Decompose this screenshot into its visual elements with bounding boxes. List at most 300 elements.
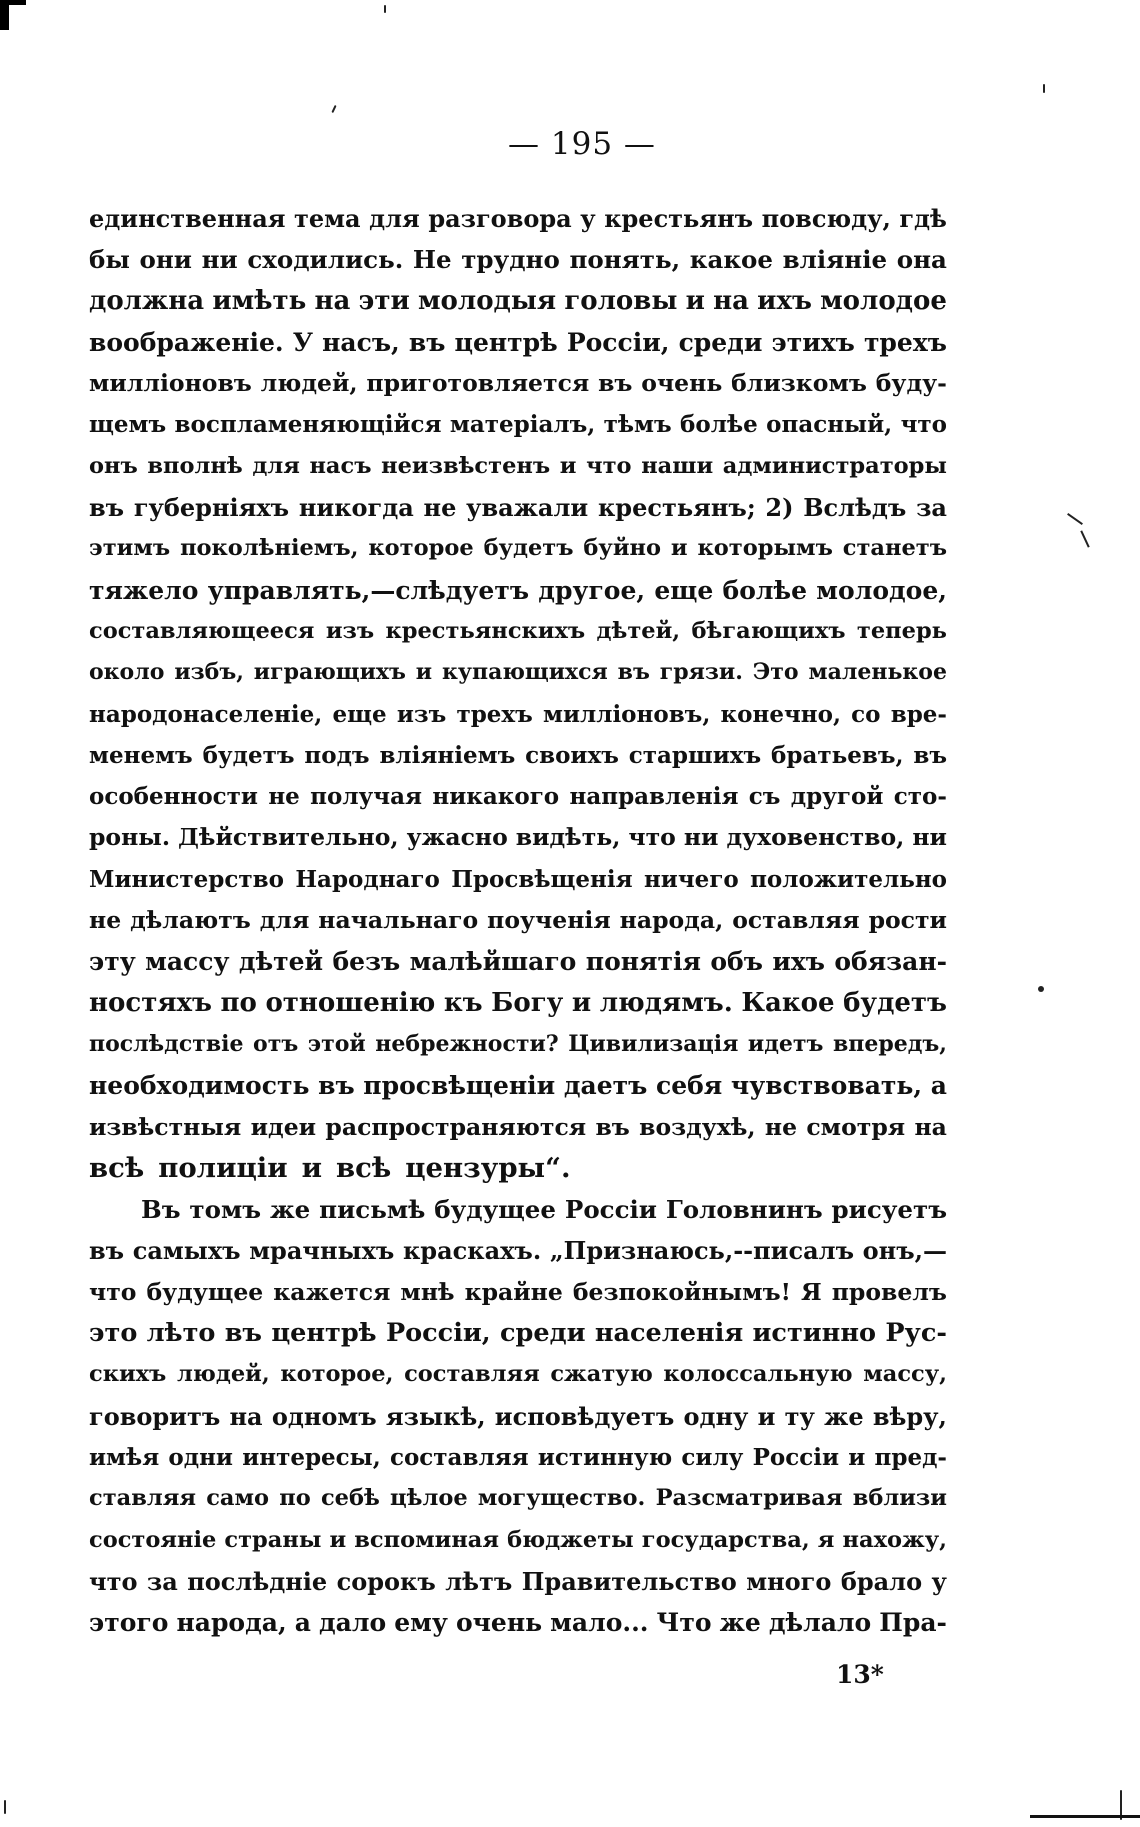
word: сходились.: [247, 245, 404, 275]
word: Россіи: [752, 1443, 840, 1471]
word: вспоминая: [354, 1526, 499, 1553]
word: скихъ: [89, 1361, 167, 1388]
word: тема: [294, 204, 361, 233]
word: сжатую: [550, 1361, 653, 1388]
word: Вслѣдъ: [803, 493, 907, 523]
word: идетъ: [747, 1030, 824, 1057]
word: колоссальную: [663, 1361, 853, 1388]
text-line: [89, 1437, 947, 1478]
word: очень: [455, 1608, 543, 1638]
word: въ: [913, 741, 947, 769]
word: истинно: [752, 1318, 876, 1349]
text-line: [89, 1065, 947, 1106]
word: Въ: [141, 1195, 181, 1225]
scan-speck: [1043, 84, 1045, 93]
word: молодое,: [816, 575, 947, 605]
word: на: [314, 285, 351, 316]
word: среди: [500, 1318, 586, 1349]
word: какое: [689, 245, 773, 275]
word: томъ: [189, 1195, 262, 1225]
word: еще: [654, 575, 714, 605]
word: духовенство,: [726, 823, 905, 852]
word: дѣтей: [238, 947, 324, 977]
word: и: [571, 987, 592, 1018]
word: что: [900, 411, 947, 439]
word: Россіи,: [385, 1318, 491, 1349]
word: бѣгающихъ: [691, 617, 846, 644]
word: для: [259, 906, 310, 935]
word: воздухѣ,: [639, 1112, 756, 1141]
word: пред-: [874, 1443, 947, 1471]
word: ихъ: [772, 947, 825, 977]
word: понятія: [585, 947, 701, 977]
text-line: [89, 198, 947, 239]
word: разговора: [428, 204, 572, 233]
word: Цивилизація: [568, 1030, 739, 1057]
word: по: [220, 987, 257, 1018]
word: трудно: [461, 245, 560, 275]
word: не: [423, 493, 457, 523]
word: говоритъ: [89, 1401, 221, 1431]
text-line: [89, 859, 947, 900]
text-line: [89, 363, 947, 404]
word: съ: [748, 783, 781, 811]
word: видѣть,: [515, 823, 621, 852]
word: истинную: [537, 1443, 673, 1471]
word: роны.: [89, 823, 171, 852]
word: со: [851, 700, 881, 728]
word: дало: [319, 1608, 387, 1638]
pencil-stroke: [1067, 513, 1083, 525]
word: маленькое: [808, 659, 947, 686]
word: извѣстныя: [89, 1112, 242, 1141]
word: составляя: [404, 1361, 540, 1388]
word: вблизи: [852, 1485, 947, 1512]
word: объ: [710, 947, 763, 977]
word: послѣдніе: [187, 1566, 328, 1596]
word: никакого: [432, 783, 560, 811]
word: цензуры“.: [405, 1151, 571, 1184]
word: будущее: [434, 1195, 556, 1225]
word: станетъ: [842, 535, 947, 562]
word: самыхъ: [132, 1236, 241, 1266]
word: государства,: [641, 1526, 810, 1553]
word: въ: [408, 327, 446, 357]
text-line: [89, 446, 947, 487]
scan-corner-mark: [0, 0, 9, 30]
word: впередъ,: [832, 1030, 947, 1057]
word: близкомъ: [731, 369, 867, 398]
word: вре-: [890, 700, 947, 728]
word: распространяются: [325, 1112, 587, 1141]
word: среди: [678, 327, 763, 357]
word: что: [89, 1566, 138, 1596]
word: въ: [598, 369, 633, 398]
word: онъ: [89, 452, 138, 479]
scan-edge-rule: [1030, 1815, 1140, 1818]
word: и: [559, 452, 577, 479]
word: гдѣ: [899, 204, 947, 233]
word: управлять,—слѣдуетъ: [207, 575, 529, 605]
word: крестьянъ;: [597, 493, 756, 523]
word: единственная: [89, 204, 286, 233]
word: изъ: [325, 617, 375, 644]
word: въ: [89, 493, 125, 523]
word: и: [301, 1151, 323, 1184]
word: болѣе: [722, 575, 807, 605]
text-line: [89, 1396, 947, 1437]
word: другой: [790, 783, 884, 811]
word: и: [757, 1401, 776, 1431]
word: тяжело: [89, 575, 199, 605]
word: у: [931, 1566, 947, 1596]
word: нахожу,: [842, 1526, 947, 1553]
word: одномъ: [271, 1401, 377, 1431]
word: ностяхъ: [89, 987, 212, 1018]
word: повсюду,: [761, 204, 891, 233]
word: народа,: [176, 1608, 287, 1638]
word: въ: [595, 1112, 630, 1141]
text-line: [89, 1189, 947, 1230]
word: цѣлое: [390, 1485, 468, 1512]
text-line: [89, 1148, 947, 1189]
word: даетъ: [563, 1071, 648, 1101]
word: для: [252, 452, 300, 479]
text-line: [89, 611, 947, 652]
word: крайне: [464, 1277, 563, 1306]
word: щемъ: [89, 411, 167, 439]
word: всѣ: [89, 1151, 145, 1184]
word: имѣя: [89, 1443, 160, 1471]
word: ему: [394, 1608, 448, 1638]
word: будетъ: [843, 987, 947, 1018]
word: вліяніе: [782, 245, 888, 275]
word: провелъ: [831, 1277, 947, 1306]
word: неизвѣстенъ: [381, 452, 551, 479]
word: безпокойнымъ!: [572, 1277, 791, 1306]
text-line: [89, 1602, 947, 1643]
word: рости: [868, 906, 947, 935]
word: людей,: [260, 369, 358, 398]
word: обязан-: [834, 947, 947, 977]
word: Не: [412, 245, 452, 275]
word: буду-: [875, 369, 947, 398]
word: милліоновъ: [89, 369, 252, 398]
word: а: [294, 1608, 311, 1638]
word: уважали: [466, 493, 589, 523]
word: отношенію: [265, 987, 436, 1018]
word: вполнѣ: [147, 452, 243, 479]
word: Я: [800, 1277, 822, 1306]
word: послѣдствіе: [89, 1030, 244, 1057]
text-line: [89, 322, 947, 363]
word: тѣмъ: [603, 411, 672, 439]
text-line: [89, 694, 947, 735]
scan-speck: [384, 5, 386, 13]
pencil-stroke: [1080, 530, 1089, 547]
text-line: [89, 487, 947, 528]
word: воображеніе.: [89, 327, 284, 357]
word: же: [719, 1608, 761, 1638]
word: малѣйшаго: [409, 947, 577, 977]
word: Какое: [741, 987, 835, 1018]
word: брало: [840, 1566, 923, 1596]
word: этой: [307, 1030, 366, 1057]
word: будетъ: [483, 535, 574, 562]
word: что: [628, 823, 676, 852]
word: братьевъ,: [771, 741, 904, 769]
word: этимъ: [89, 535, 171, 562]
word: же: [824, 1401, 864, 1431]
word: за: [146, 1566, 178, 1596]
word: Правительство: [521, 1566, 737, 1596]
word: себя: [655, 1071, 723, 1101]
word: бы: [89, 245, 130, 275]
word: людямъ.: [599, 987, 733, 1018]
word: другое,: [538, 575, 646, 605]
word: они: [139, 245, 192, 275]
margin-pencil-mark: [1068, 510, 1098, 550]
word: центрѣ: [271, 1318, 377, 1349]
word: не: [764, 1112, 798, 1141]
word: на: [229, 1401, 263, 1431]
word: себѣ: [320, 1485, 380, 1512]
text-line: [89, 1024, 947, 1065]
word: 2): [765, 493, 794, 523]
word: не: [268, 783, 300, 811]
word: Богу: [491, 987, 564, 1018]
text-line: [89, 1478, 947, 1519]
word: сорокъ: [336, 1566, 436, 1596]
text-line: [89, 735, 947, 776]
word: опасный,: [766, 411, 893, 439]
word: сто-: [893, 783, 947, 811]
word: Что: [656, 1608, 712, 1638]
word: еще: [332, 700, 387, 728]
word: людей,: [176, 1361, 270, 1388]
word: которое: [368, 535, 474, 562]
word: насъ,: [322, 327, 400, 357]
text-line: [89, 652, 947, 693]
text-line: [89, 1107, 947, 1148]
word: молодое: [820, 285, 947, 316]
word: небрежности?: [375, 1030, 559, 1057]
word: безъ: [332, 947, 401, 977]
text-line: [89, 941, 947, 982]
word: языкѣ,: [385, 1401, 486, 1431]
word: народонаселеніе,: [89, 700, 323, 728]
word: идеи: [250, 1112, 317, 1141]
word: не: [89, 906, 122, 935]
word: что: [89, 1277, 137, 1306]
word: и: [670, 535, 688, 562]
word: интересы,: [242, 1443, 381, 1471]
word: ставляя: [89, 1485, 196, 1512]
word: Разсматривая: [655, 1485, 843, 1512]
word: письмѣ: [319, 1195, 426, 1225]
text-line: [89, 404, 947, 445]
body-text: [89, 198, 947, 1643]
word: У: [292, 327, 314, 357]
word: теперь: [856, 617, 947, 644]
word: Пра-: [879, 1608, 947, 1638]
word: около: [89, 659, 165, 686]
word: а: [930, 1071, 947, 1101]
word: одни: [168, 1443, 233, 1471]
word: получая: [310, 783, 423, 811]
word: состояніе: [89, 1526, 217, 1553]
word: головы: [564, 285, 678, 316]
text-line: [89, 983, 947, 1024]
word: приготовляется: [366, 369, 590, 398]
word: ихъ: [757, 285, 812, 316]
word: онъ,—: [862, 1236, 947, 1266]
word: что: [586, 452, 632, 479]
scan-speck: [4, 1800, 6, 1814]
word: лѣтъ: [445, 1566, 513, 1596]
word: своихъ: [525, 741, 619, 769]
word: краскахъ.: [402, 1236, 542, 1266]
word: у: [580, 204, 596, 233]
word: эту: [89, 947, 136, 977]
word: изъ: [396, 700, 447, 728]
text-line: [89, 1354, 947, 1395]
word: это: [89, 1318, 138, 1349]
word: имѣть: [212, 285, 307, 316]
word: всѣ: [336, 1151, 392, 1184]
word: населенія: [594, 1318, 744, 1349]
word: Рус-: [885, 1318, 947, 1349]
word: эти: [358, 285, 410, 316]
word: лѣто: [146, 1318, 216, 1349]
word: крестьянъ: [604, 204, 754, 233]
word: ни: [201, 245, 238, 275]
word: положительно: [750, 865, 947, 893]
word: кажется: [273, 1277, 391, 1306]
word: отъ: [253, 1030, 299, 1057]
word: будетъ: [202, 741, 295, 769]
word: мрачныхъ: [249, 1236, 395, 1266]
word: насъ: [309, 452, 372, 479]
word: и: [415, 659, 433, 686]
word: для: [369, 204, 420, 233]
word: болѣе: [680, 411, 758, 439]
word: Народнаго: [295, 865, 440, 893]
word: особенности: [89, 783, 258, 811]
word: направленія: [569, 783, 739, 811]
word: же: [269, 1195, 311, 1225]
text-line: [89, 1313, 947, 1354]
word: чувствовать,: [730, 1071, 923, 1101]
word: составляя: [389, 1443, 529, 1471]
word: ту: [784, 1401, 815, 1431]
word: этого: [89, 1608, 169, 1638]
word: и: [848, 1443, 866, 1471]
text-line: [89, 900, 947, 941]
word: Это: [752, 659, 799, 686]
word: дѣлаютъ: [130, 906, 251, 935]
word: Дѣйствительно,: [178, 823, 399, 852]
word: вліяніемъ: [379, 741, 516, 769]
word: поученія: [487, 906, 611, 935]
word: молодыя: [417, 285, 557, 316]
word: рисуетъ: [831, 1195, 947, 1225]
word: могущество.: [477, 1485, 646, 1512]
word: бюджеты: [507, 1526, 634, 1553]
word: подъ: [304, 741, 370, 769]
word: Россіи: [564, 1195, 657, 1225]
text-line: [89, 776, 947, 817]
word: смотря: [806, 1112, 906, 1141]
word: ужасно: [406, 823, 508, 852]
word: необходимость: [89, 1071, 310, 1101]
word: никогда: [298, 493, 414, 523]
word: старшихъ: [628, 741, 762, 769]
text-line: [89, 817, 947, 858]
text-line: [89, 528, 947, 569]
word: администраторы: [722, 452, 947, 479]
text-line: [89, 239, 947, 280]
word: оставляя: [732, 906, 860, 935]
word: очень: [641, 369, 723, 398]
word: много: [746, 1566, 832, 1596]
word: Министерство: [89, 865, 284, 893]
word: трехъ: [456, 700, 533, 728]
word: буйно: [583, 535, 661, 562]
word: ничего: [643, 865, 739, 893]
word: исповѣдуетъ: [494, 1401, 675, 1431]
word: массу: [145, 947, 230, 977]
word: въ: [318, 1071, 355, 1101]
word: грязи.: [659, 659, 743, 686]
word: трехъ: [863, 327, 947, 357]
word: страны: [224, 1526, 322, 1553]
text-line: [89, 570, 947, 611]
word: матеріалъ,: [449, 411, 596, 439]
scan-speck: [1038, 986, 1044, 992]
page-number: — 195 —: [508, 126, 656, 162]
word: Россіи,: [566, 327, 670, 357]
word: начальнаго: [318, 906, 479, 935]
word: одну: [683, 1401, 749, 1431]
word: въ: [224, 1318, 262, 1349]
signature-mark: 13*: [836, 1660, 884, 1689]
word: менемъ: [89, 741, 193, 769]
word: она: [896, 245, 947, 275]
word: въ: [617, 659, 650, 686]
word: я: [817, 1526, 835, 1553]
text-line: [89, 281, 947, 322]
word: будущее: [146, 1277, 264, 1306]
text-line: [89, 1272, 947, 1313]
word: понять,: [569, 245, 681, 275]
word: Просвѣщенія: [451, 865, 633, 893]
word: центрѣ: [454, 327, 558, 357]
word: „Признаюсь,--писалъ: [549, 1236, 854, 1266]
word: поколѣніемъ,: [180, 535, 359, 562]
word: за: [916, 493, 947, 523]
word: Головнинъ: [665, 1195, 823, 1225]
word: вѣру,: [872, 1401, 947, 1431]
text-line: [89, 1230, 947, 1271]
word: на: [914, 1112, 947, 1141]
word: въ: [89, 1236, 125, 1266]
word: дѣтей,: [596, 617, 681, 644]
word: купающихся: [442, 659, 608, 686]
word: воспламеняющійся: [174, 411, 442, 439]
word: которое,: [280, 1361, 394, 1388]
word: крестьянскихъ: [385, 617, 586, 644]
